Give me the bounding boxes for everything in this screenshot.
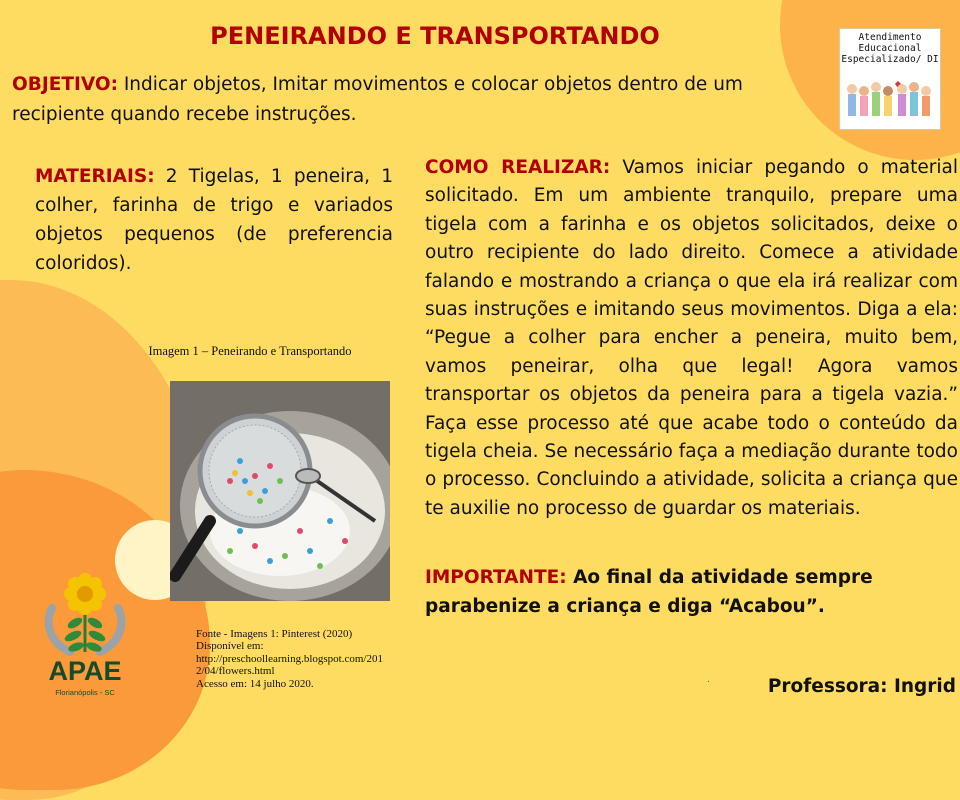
objetivo-paragraph — [12, 70, 802, 130]
source-line-5: Acesso em: 14 julho 2020. — [196, 677, 314, 690]
como-realizar-label: COMO REALIZAR: — [425, 157, 611, 178]
apae-name: APAE — [48, 656, 122, 686]
sieve-bowl-illustration — [170, 381, 390, 601]
children-illustration — [840, 29, 940, 129]
aee-logo — [839, 28, 941, 130]
apae-city: Florianópolis - SC — [55, 688, 115, 697]
source-line-4: 2/04/flowers.html — [196, 665, 275, 678]
importante-text: Ao final da atividade sempre parabenize a criança e diga “Acabou”. — [425, 567, 873, 617]
materiais-paragraph — [35, 162, 393, 278]
image-source — [196, 628, 396, 690]
apae-flower-icon — [30, 568, 140, 658]
materiais-label: MATERIAIS: — [35, 166, 155, 187]
como-realizar-text: Vamos iniciar pegando o material solicitado. Em um ambiente tranquilo, prepare uma tigela com a farinha e os objetos solicitados, deixe o outro recipiente do lado direito. Comece a atividade falando e mostrando a criança o que ela irá realizar com suas instruções e imitando seus movimentos. Diga a ela: “Pegue a colher para encher a peneira, muito bem, vamos peneirar, olha que legal! Agora vamos transportar os objetos da peneira para a tigela vazia.” Faça esse processo até que acabe todo o conteúdo da tigela cheia. Se necessário faça a mediação durante todo o processo. Concluindo a atividade, solicita a criança que te auxilie no processo de guardar os materiais. — [425, 157, 958, 519]
objetivo-text: Indicar objetos, Imitar movimentos e colocar objetos dentro de um recipiente quando recebe instruções. — [12, 74, 743, 125]
aee-line-1: Atendimento — [858, 32, 922, 43]
importante-label: IMPORTANTE: — [425, 567, 567, 588]
image-caption: Imagem 1 – Peneirando e Transportando — [148, 344, 352, 358]
source-line-1: Fonte - Imagens 1: Pinterest (2020) — [196, 628, 353, 640]
teacher-name: Professora: Ingrid — [767, 676, 956, 697]
apae-logo — [30, 568, 140, 708]
page-title: PENEIRANDO E TRANSPORTANDO — [210, 22, 660, 50]
source-line-2: Disponível em: — [196, 640, 264, 653]
como-realizar-paragraph — [425, 154, 958, 523]
aee-line-2: Educacional — [858, 43, 922, 54]
decor-dot: . — [707, 675, 710, 685]
materiais-text: 2 Tigelas, 1 peneira, 1 colher, farinha de trigo e variados objetos pequenos (de preferencia coloridos). — [35, 166, 393, 274]
activity-photo — [170, 381, 390, 601]
aee-line-3: Especializado/ DI — [841, 54, 939, 65]
source-line-3: http://preschoollearning.blogspot.com/201 — [196, 652, 383, 665]
objetivo-label: OBJETIVO: — [12, 74, 118, 95]
importante-paragraph — [425, 563, 958, 621]
